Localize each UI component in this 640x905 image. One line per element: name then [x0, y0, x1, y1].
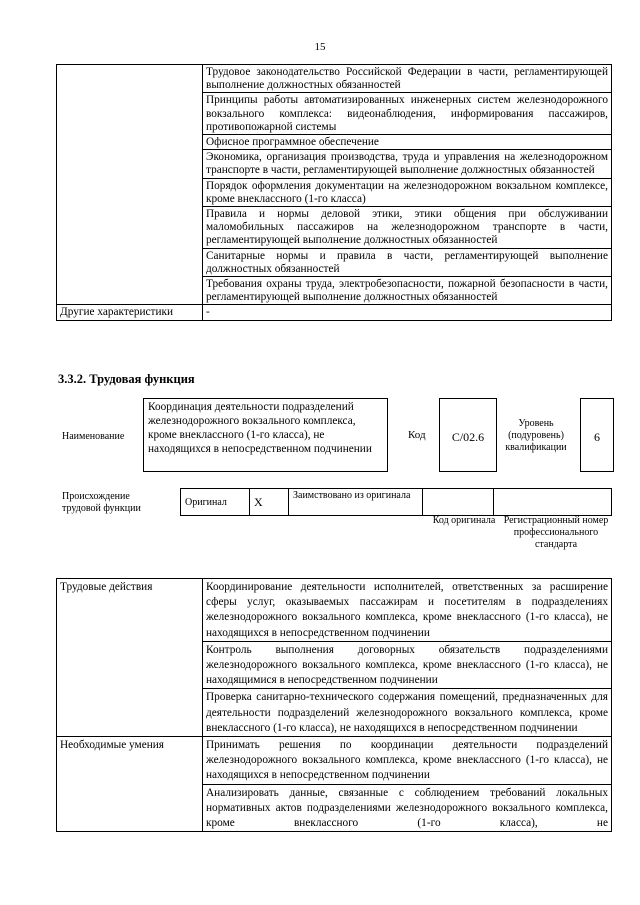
original-mark: X — [250, 489, 289, 516]
skills-label: Необходимые умения — [57, 737, 203, 832]
action-item: Контроль выполнения договорных обязательств подразделениями железнодорожного вокзального комплекса, кроме внеклассного (1-го класса), не находящимися в непосредственном подчинении — [203, 641, 612, 689]
original-label: Оригинал — [181, 489, 250, 516]
page-number: 15 — [314, 41, 326, 53]
action-item: Координирование деятельности исполнителей, ответственных за расширение сферы услуг, оказываемых пассажирам и посетителям в подразделениях железнодорожного вокзального комплекса, кроме внеклассного (1-го класса), не находящихся в непосредственном подчинении — [203, 579, 612, 642]
origin-table — [180, 488, 612, 516]
knowledge-item: Правила и нормы деловой этики, этики общения при обслуживании маломобильных пассажиров на железнодорожном транспорте в части, регламентирующей выполнение должностных обязанностей — [203, 207, 612, 249]
function-code: С/02.6 — [439, 398, 497, 472]
original-code-cell — [423, 489, 494, 516]
knowledge-table — [56, 64, 612, 321]
level-label: Уровень (подуровень) квалификации — [505, 418, 567, 453]
borrowed-label: Заимствовано из оригинала — [289, 489, 423, 516]
function-name: Координация деятельности подразделений железнодорожного вокзального комплекса, кроме внеклассного (1-го класса), не находящихся в непосредственном подчинении — [143, 398, 388, 472]
registration-caption: Регистрационный номер профессионального стандарта — [503, 515, 609, 550]
skill-item: Принимать решения по координации деятельности подразделений железнодорожного вокзального комплекса, кроме внеклассного (1-го класса), не находящихся в непосредственном подчинении — [203, 737, 612, 785]
empty-label-cell — [57, 65, 203, 305]
code-original-caption: Код оригинала — [432, 515, 496, 526]
skill-item: Анализировать данные, связанные с соблюдением требований локальных нормативных актов подразделениями железнодорожного вокзального комплекса, кроме внеклассного (1-го класса), не — [203, 784, 612, 832]
actions-label: Трудовые действия — [57, 579, 203, 737]
knowledge-item: Принципы работы автоматизированных инженерных систем железнодорожного вокзального комплекса: видеонаблюдения, информирования пассажиров, противопожарной системы — [203, 93, 612, 135]
knowledge-item: Экономика, организация производства, труда и управления на железнодорожном транспорте в части, регламентирующей выполнение должностных обязанностей — [203, 150, 612, 178]
section-title: 3.3.2. Трудовая функция — [58, 372, 195, 386]
origin-label: Происхождение трудовой функции — [62, 491, 141, 514]
other-characteristics-label: Другие характеристики — [57, 305, 203, 320]
name-label: Наименование — [62, 431, 125, 442]
knowledge-item: Порядок оформления документации на железнодорожном вокзальном комплексе, кроме внеклассного (1-го класса) — [203, 178, 612, 206]
level-value: 6 — [580, 398, 614, 472]
other-characteristics-value: - — [203, 305, 612, 320]
knowledge-item: Трудовое законодательство Российской Федерации в части, регламентирующей выполнение должностных обязанностей — [203, 65, 612, 93]
knowledge-item: Требования охраны труда, электробезопасности, пожарной безопасности в части, регламентирующей выполнение должностных обязанностей — [203, 277, 612, 305]
action-item: Проверка санитарно-технического содержания помещений, предназначенных для деятельности подразделений железнодорожного вокзального комплекса, кроме внеклассного (1-го класса), не находящихся в непосредственном подчинении — [203, 689, 612, 737]
actions-table — [56, 578, 612, 832]
registration-number-cell — [494, 489, 612, 516]
code-label: Код — [408, 429, 426, 441]
knowledge-item: Санитарные нормы и правила в части, регламентирующей выполнение должностных обязанностей — [203, 248, 612, 276]
knowledge-item: Офисное программное обеспечение — [203, 135, 612, 150]
